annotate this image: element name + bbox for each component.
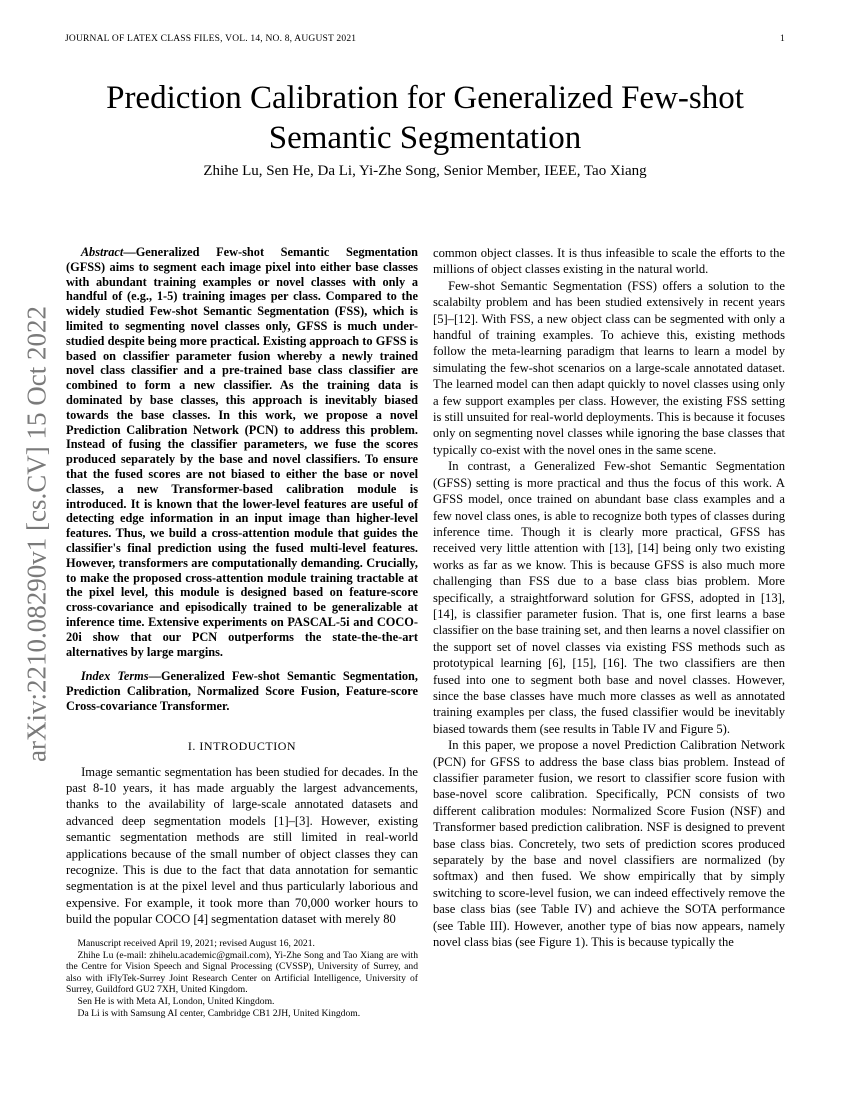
footnote-affiliation: Da Li is with Samsung AI center, Cambridge CB1 2JH, United Kingdom. [77, 1007, 361, 1019]
body-paragraph: common object classes. It is thus infeasible to scale the efforts to the millions of object classes existing in the natural world. [433, 246, 785, 277]
footnotes [66, 938, 418, 1019]
footnote-affiliation: Zhihe Lu (e-mail: zhihelu.academic@gmail.com), Yi-Zhe Song and Tao Xiang are with the Centre for Vision Speech and Signal Processing (CVSSP), University of Surrey, and also with iFlyTek-Surrey Joint Research Center on Artificial Intelligence, University of Surrey, Guildford GU2 7XH, United Kingdom. [66, 949, 418, 996]
index-terms-text: —Generalized Few-shot Semantic Segmentation, Prediction Calibration, Normalized Score Fusion, Feature-score Cross-covariance Transformer. [66, 669, 419, 713]
footnote-received: Manuscript received April 19, 2021; revised August 16, 2021. [77, 938, 315, 949]
running-header [65, 34, 785, 44]
arxiv-stamp [22, 294, 52, 774]
author-list: Zhihe Lu, Sen He, Da Li, Yi-Zhe Song, Senior Member, IEEE, Tao Xiang [203, 163, 647, 179]
right-column [433, 245, 785, 950]
body-paragraph: In this paper, we propose a novel Prediction Calibration Network (PCN) for GFSS to address the base class bias problem. Instead of classifier parameter fusion, we resort to classifier score fusion with base-novel score calibration. Specifically, PCN consists of two different calibration modules: Normalized Score Fusion (NSF) and Transformer based prediction calibration. NSF is designed to prevent base class bias. Concretely, two sets of prediction scores produced separately by the base and novel classifiers are normalized (by softmax) and then fused. We show empirically that by simply switching to score-level fusion, we can indeed effectively remove the base class bias (see Table IV) and achieve the SOTA performance (see Table III). However, another type of bias now appears, namely novel class bias (see Figure 1). This is because typically the [433, 738, 785, 950]
section-heading-introduction: I. INTRODUCTION [187, 738, 297, 753]
journal-name: JOURNAL OF LATEX CLASS FILES, VOL. 14, NO. 8, AUGUST 2021 [65, 34, 357, 44]
left-column [66, 245, 418, 928]
footnote-affiliation: Sen He is with Meta AI, London, United Kingdom. [77, 995, 275, 1007]
index-terms [66, 669, 418, 713]
abstract-label: Abstract [80, 245, 124, 259]
index-terms-label: Index Terms [80, 669, 149, 684]
abstract [66, 245, 418, 659]
body-paragraph: Few-shot Semantic Segmentation (FSS) offers a solution to the scalabilty problem and has been studied extensively in recent years [5]–[12]. With FSS, a new object class can be segmented with only a handful of training examples. To achieve this, existing methods follow the meta-learning paradigm that learns to learn a model by simulating the few-shot scenarios on a large-scale annotated dataset. The learned model can then adapt quickly to novel classes using only a few support examples per class. However, the existing FSS setting is still unsuited for real-world deployments. This is because it focuses only on segmenting novel classes while ignoring the base classes that typically co-exist with the novel ones in the same scene. [433, 278, 785, 457]
paper-title: Prediction Calibration for Generalized Few-shot Semantic Segmentation [106, 80, 744, 156]
abstract-text: —Generalized Few-shot Semantic Segmentation (GFSS) aims to segment each image pixel into either base classes with abundant training examples or novel classes with only a handful of (e.g., 1-5) training images per class. Compared to the widely studied Few-shot Semantic Segmentation (FSS), which is limited to segmenting novel classes only, GFSS is much under-studied despite being more practical. Existing approach to GFSS is based on classifier parameter fusion whereby a newly trained novel class classifier and a pre-trained base class classifier are combined to form a new classifier. As the training data is dominated by base classes, this approach is inevitably biased towards the base classes. In this work, we propose a novel Prediction Calibration Network (PCN) to address this problem. Instead of fusing the classifier parameters, we fuse the scores produced separately by the base and novel classifiers. To ensure that the fused scores are not biased to either the base or novel classes, a new Transformer-based calibration module is introduced. It is known that the lower-level features are useful of detecting edge information in an input image than higher-level features. Thus, we build a cross-attention module that guides the classifier's final prediction using the fused multi-level features. However, transformers are computationally demanding. Crucially, to make the proposed cross-attention module training tractable at the pixel level, this module is designed based on feature-score cross-covariance and episodically trained to be generalizable at inference time. Extensive experiments on PASCAL-5i and COCO-20i show that our PCN outperforms the state-the-the-art alternatives by large margins. [66, 245, 418, 659]
intro-paragraph: Image semantic segmentation has been studied for decades. In the past 8-10 years, it has made arguably the largest advancements, thanks to the availability of large-scale annotated datasets and advanced deep segmentation models [1]–[3]. However, existing semantic segmentation methods are still limited in real-world applications because of the small number of object classes they can recognize. This is due to the fact that data annotation for semantic segmentation is at the pixel level and thus particularly laborious and expensive. For example, it took more than 70,000 worker hours to build the popular COCO [4] segmentation dataset with merely 80 [66, 764, 418, 927]
page-number: 1 [780, 34, 785, 44]
arxiv-id: arXiv:2210.08290v1 [cs.CV] 15 Oct 2022 [21, 306, 52, 762]
body-paragraph: In contrast, a Generalized Few-shot Semantic Segmentation (GFSS) setting is more practical and thus the focus of this work. A GFSS model, once trained on abundant base class examples and a few novel class ones, is able to recognize both types of classes during inference time. Though it is clearly more practical, GFSS has received very little attention with [13], [14] being only two existing works as far as we know. This is because GFSS is also much more challenging than FSS due to a base class bias problem. More specifically, a straightforward solution for GFSS, adopted in [13], [14], is classifier parameter fusion. That is, one first learns a base classifier on the base training set, and then learns a novel classifier on the support set of novel classes via existing FSS methods such as prototypical learning [6], [15], [16]. The two classifiers are then fused into one to segment both base and novel classes. However, since the base classes have much more classes as well as annotated training examples per class, the fused classifier would be inevitably biased towards them (see results in Table IV and Figure 5). [433, 459, 785, 736]
